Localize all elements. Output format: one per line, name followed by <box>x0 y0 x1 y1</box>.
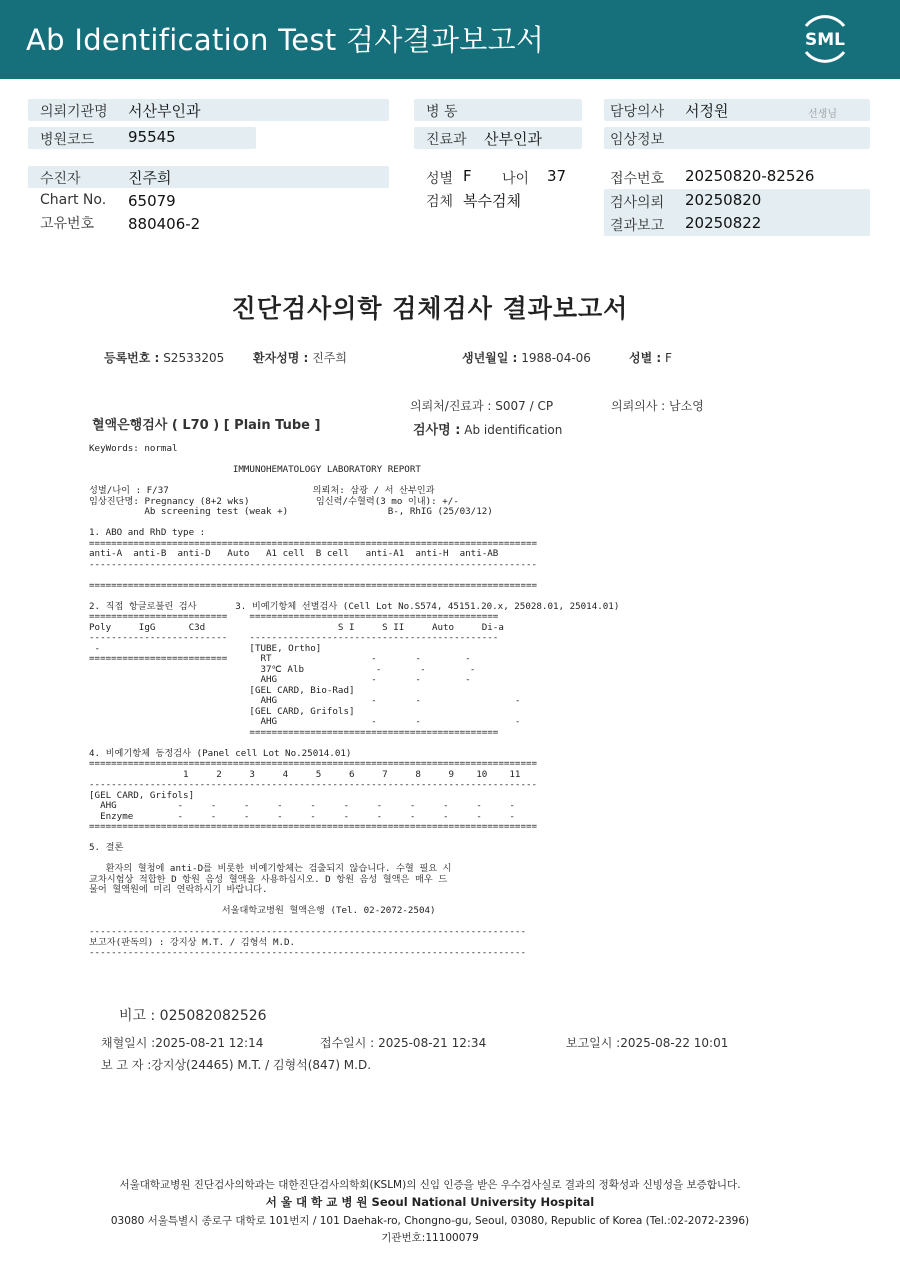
report-line: 5. 결론 <box>89 842 124 853</box>
report-date-value: 20250822 <box>685 214 762 232</box>
chart-value: 65079 <box>128 192 176 210</box>
report-line: ------------------------------------------------------------------------------- <box>89 947 526 958</box>
specimen-label: 검체 <box>426 194 454 210</box>
report-line <box>89 738 619 749</box>
receipt-label: 접수번호 <box>610 171 665 187</box>
report-line <box>89 591 619 602</box>
chart-label: Chart No. <box>40 192 107 208</box>
name-label: 환자성명 : <box>253 351 309 365</box>
dob-value: 1988-04-06 <box>521 351 591 365</box>
clinical-label: 임상정보 <box>610 132 665 148</box>
report-line: 성별/나이 : F/37 의뢰처: 삼광 / 서 산부인과 <box>89 485 435 496</box>
footer-address: 03080 서울특별시 종로구 대학로 101번지 / 101 Daehak-ro, Chongno-gu, Seoul, 03080, Republic of Korea (Tel.:02-2072-2396) <box>110 1215 750 1227</box>
hospital-code-value: 95545 <box>128 128 176 146</box>
report-line: IMMUNOHEMATOLOGY LABORATORY REPORT <box>89 464 421 475</box>
report-sex <box>629 349 672 366</box>
lab-report-body <box>89 444 619 959</box>
report-line: 환자의 혈청에 anti-D를 비롯한 비예기항체는 검출되지 않습니다. 수혈 필요 시 <box>89 863 452 874</box>
req-date-value: 20250820 <box>685 191 762 209</box>
report-line: Enzyme - - - - - - - - - - - <box>89 810 515 822</box>
report-line: ========================= RT - - - <box>89 653 471 664</box>
accept-label: 접수일시 : <box>320 1036 375 1050</box>
test-name <box>413 419 562 438</box>
sex-value: F <box>463 167 472 185</box>
report-line: AHG - - - <box>89 695 521 706</box>
req-date-label: 검사의뢰 <box>610 195 665 211</box>
collect-label: 채혈일시 : <box>101 1036 156 1050</box>
report-line: ------------------------- --------------------------------------------- <box>89 632 499 643</box>
report-line: ========================= ============================================= <box>89 611 499 622</box>
report-time <box>566 1034 728 1051</box>
receipt-value: 20250820-82526 <box>685 167 815 185</box>
request-org-label: 의뢰기관명 <box>40 104 108 120</box>
reg-label: 등록번호 : <box>104 351 160 365</box>
reportdt-value: 2025-08-22 10:01 <box>620 1036 729 1050</box>
patient-value: 진주희 <box>128 169 172 187</box>
test-name-value: Ab identification <box>464 423 563 437</box>
report-line: --------------------------------------------------------------------------------- <box>89 558 538 570</box>
reportdt-label: 보고일시 : <box>566 1036 621 1050</box>
uid-value: 880406-2 <box>128 215 201 233</box>
reg-number <box>104 349 224 366</box>
report-sex-label: 성별 : <box>629 351 662 365</box>
sml-logo <box>794 12 856 66</box>
report-line: KeyWords: normal <box>89 443 178 454</box>
birth-date <box>462 349 591 366</box>
collect-time <box>101 1034 263 1051</box>
report-line: [GEL CARD, Grifols] <box>89 789 195 801</box>
collect-value: 2025-08-21 12:14 <box>155 1036 264 1050</box>
report-line: 2. 직접 항글로불린 검사 3. 비예기항체 선별검사 (Cell Lot No.S574, 45151.20.x, 25028.01, 25014.01) <box>89 600 620 612</box>
doctor-label: 담당의사 <box>610 104 665 120</box>
report-line: AHG - - - <box>89 716 521 727</box>
age-value: 37 <box>547 167 567 185</box>
report-line <box>89 833 619 844</box>
report-date-label: 결과보고 <box>610 218 665 234</box>
test-name-label: 검사명 : <box>413 423 461 438</box>
name-value: 진주희 <box>312 351 347 365</box>
request-org-value: 서산부인과 <box>128 102 201 120</box>
report-line: Poly IgG C3d S I S II Auto Di-a <box>89 621 504 633</box>
ward-label: 병 동 <box>426 104 458 120</box>
reporter-label: 보 고 자 : <box>101 1058 152 1072</box>
doctor-value: 서정원 <box>685 102 729 120</box>
report-line: ================================================================================= <box>89 758 538 769</box>
report-line: - [TUBE, Ortho] <box>89 642 322 654</box>
uid-label: 고유번호 <box>40 216 95 232</box>
report-line: --------------------------------------------------------------------------------- <box>89 779 538 790</box>
patient-label: 수진자 <box>40 171 81 187</box>
specimen-value: 복수검체 <box>463 192 521 210</box>
report-line: [GEL CARD, Bio-Rad] <box>89 684 355 696</box>
report-sex-value: F <box>665 351 672 365</box>
hospital-code-label: 병원코드 <box>40 132 95 148</box>
dept-value: 산부인과 <box>484 130 542 148</box>
report-line: ================================================================================= <box>89 579 538 591</box>
report-line: 1 2 3 4 5 6 7 8 9 10 11 <box>89 768 521 780</box>
report-title: 진단검사의학 검체검사 결과보고서 <box>231 294 629 323</box>
ref-dept: 의뢰처/진료과 : S007 / CP <box>410 399 554 413</box>
report-line: AHG - - - - - - - - - - - <box>89 800 515 811</box>
report-line: 1. ABO and RhD type : <box>89 527 206 538</box>
patient-name <box>253 349 347 366</box>
report-line: ================================================================================= <box>89 821 538 832</box>
report-line: ============================================= <box>89 726 499 738</box>
footer-hospital-name: 서 울 대 학 교 병 원 Seoul National University Hospital <box>265 1195 595 1209</box>
remark-value: 025082082526 <box>159 1008 267 1024</box>
logo-text: SML <box>805 30 845 50</box>
report-line: 임상진단명: Pregnancy (8+2 wks) 임신력/수혈력(3 mo 이내): +/- <box>89 495 459 507</box>
report-line: anti-A anti-B anti-D Auto A1 cell B cell anti-A1 anti-H anti-AB <box>89 548 499 559</box>
report-line: 물어 혈액원에 미리 연락하시기 바랍니다. <box>89 884 268 895</box>
dept-label: 진료과 <box>426 132 467 148</box>
remark-label: 비고 : <box>119 1008 156 1024</box>
test-group: 혈액은행검사 ( L70 ) [ Plain Tube ] <box>92 418 321 433</box>
dob-label: 생년월일 : <box>462 351 518 365</box>
accept-value: 2025-08-21 12:34 <box>378 1036 487 1050</box>
footer-certification: 서울대학교병원 진단검사의학과는 대한진단검사의학회(KSLM)의 신임 인증을 받은 우수검사실로 결과의 정확성과 신빙성을 보증합니다. <box>119 1179 741 1191</box>
report-line: AHG - - - <box>89 674 471 685</box>
ref-doctor: 의뢰의사 : 남소영 <box>611 399 704 413</box>
report-line: ------------------------------------------------------------------------------- <box>89 926 526 937</box>
reporter <box>101 1056 371 1073</box>
patient-band <box>28 166 389 188</box>
report-line: 보고자(판독의) : 강지상 M.T. / 김형석 M.D. <box>89 936 296 948</box>
report-header <box>0 0 900 79</box>
accept-time <box>320 1034 486 1051</box>
report-line: 서울대학교병원 혈액은행 (Tel. 02-2072-2504) <box>89 905 436 916</box>
report-line: 교차시험상 적합한 D 항원 음성 혈액을 사용하십시오. D 항원 음성 혈액은 매우 드 <box>89 873 448 885</box>
doctor-suffix: 선생님 <box>808 109 837 120</box>
remark <box>119 1005 267 1025</box>
page-title: Ab Identification Test 검사결과보고서 <box>26 23 545 57</box>
report-line: [GEL CARD, Grifols] <box>89 705 355 717</box>
age-label: 나이 <box>502 171 530 187</box>
report-line: Ab screening test (weak +) B-, RhIG (25/03/12) <box>89 506 493 517</box>
sex-label: 성별 <box>426 171 454 187</box>
report-line: 37℃ Alb - - - <box>89 663 476 675</box>
report-line: ================================================================================= <box>89 537 538 549</box>
report-line: 4. 비예기항체 동정검사 (Panel cell Lot No.25014.01) <box>89 747 352 759</box>
footer-institution-code: 기관번호:11100079 <box>381 1232 479 1244</box>
reg-value: S2533205 <box>163 351 225 365</box>
report-line <box>89 570 619 581</box>
reporter-value: 강지상(24465) M.T. / 김형석(847) M.D. <box>151 1058 372 1072</box>
